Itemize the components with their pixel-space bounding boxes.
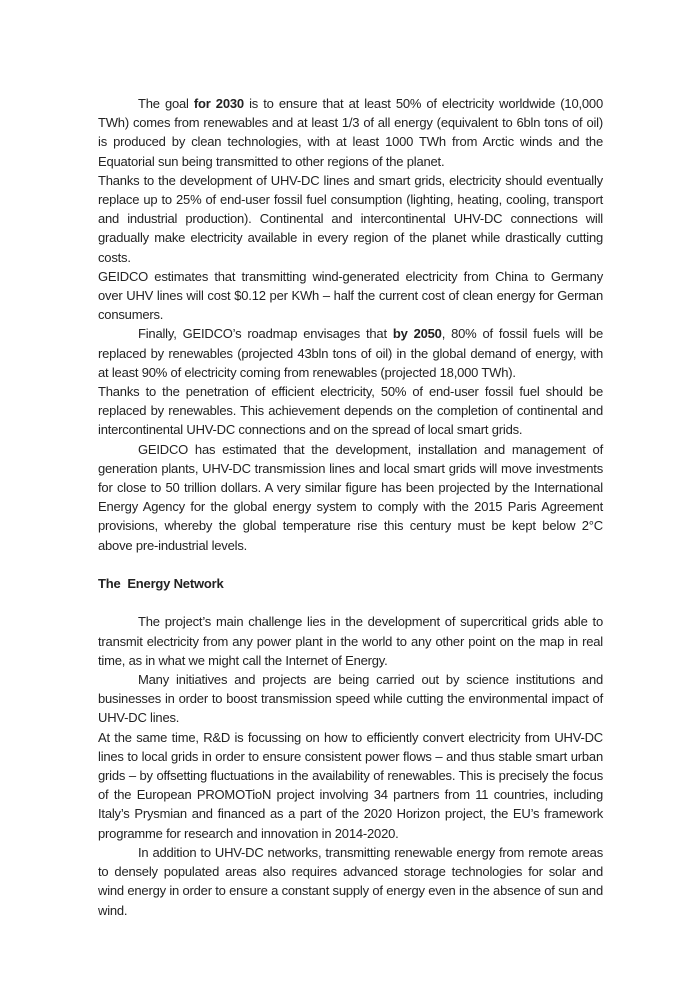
- text-run: At the same time, R&D is focussing on how to efficiently convert electricity from UHV-DC lines to local grids in order to ensure consistent power flows – and thus stable smart urban grids – by offsetting fluctuations in the availability of renewables. This is precisely the focus of the European PROMOTioN project involving 34 partners from 11 countries, including Italy’s Prysmian and financed as a part of the 2020 Horizon project, the EU’s framework programme for research and innovation in 2014-2020.: [98, 729, 603, 841]
- paragraph: [98, 171, 603, 267]
- text-run: Thanks to the penetration of efficient electricity, 50% of end-user fossil fuel should be replaced by renewables. This achievement depends on the completion of continental and intercontinental UHV-DC connections and on the spread of local smart grids.: [98, 384, 603, 438]
- text-run: The goal: [138, 96, 194, 111]
- section-heading: [98, 574, 603, 593]
- text-run: GEIDCO estimates that transmitting wind-generated electricity from China to Germany over UHV lines will cost $0.12 per KWh – half the current cost of clean energy for German consumers.: [98, 268, 603, 323]
- paragraph: [98, 728, 603, 843]
- text-run: for 2030: [193, 96, 244, 111]
- paragraph: [98, 382, 603, 440]
- text-run: GEIDCO has estimated that the development, installation and management of generation plants, UHV-DC transmission lines and local smart grids will move investments for close to 50 trillion dollars. A very similar figure has been projected by the International Energy Agency for the global energy system to comply with the 2015 Paris Agreement provisions, whereby the global temperature rise this century must be kept below 2°C above pre-industrial levels.: [98, 441, 603, 553]
- text-run: In addition to UHV-DC networks, transmitting renewable energy from remote areas to densely populated areas also requires advanced storage technologies for solar and wind energy in order to ensure a constant supply of energy even in the absence of sun and wind.: [98, 844, 603, 918]
- paragraph: [98, 324, 603, 382]
- text-run: Many initiatives and projects are being carried out by science institutions and businesses in order to boost transmission speed while cutting the environmental impact of UHV-DC lines.: [98, 672, 603, 726]
- text-run: Thanks to the development of UHV-DC lines and smart grids, electricity should eventually replace up to 25% of end-user fossil fuel consumption (lighting, heating, cooling, transport and industrial production). Continental and intercontinental UHV-DC connections will gradually make electricity available in every region of the planet while drastically cutting costs.: [98, 172, 603, 265]
- text-run: Finally, GEIDCO’s roadmap envisages that: [138, 326, 393, 342]
- paragraph: [98, 612, 603, 670]
- text-run: is to ensure that at least 50% of electricity worldwide (10,000 TWh) comes from renewables and at least 1/3 of all energy (equivalent to 6bln tons of oil) is produced by clean technologies, with at least 1000 TWh from Arctic winds and the Equatorial sun being transmitted to other regions of the planet.: [98, 96, 603, 169]
- paragraph: [98, 94, 603, 171]
- text-run: , 80% of fossil fuels will be replaced by renewables (projected 43bln tons of oil) in the global demand of energy, with at least 90% of electricity coming from renewables (projected 18,000 TWh).: [98, 326, 604, 380]
- document-body: [98, 94, 603, 920]
- paragraph: [98, 440, 603, 555]
- paragraph: [98, 843, 603, 920]
- paragraph: [98, 670, 603, 728]
- text-run: The Energy Network: [98, 576, 224, 592]
- text-run: The project’s main challenge lies in the development of supercritical grids able to transmit electricity from any power plant in the world to any other point on the map in real time, as in what we might call the Internet of Energy.: [98, 614, 603, 668]
- text-run: by 2050: [392, 326, 442, 342]
- paragraph: [98, 267, 603, 325]
